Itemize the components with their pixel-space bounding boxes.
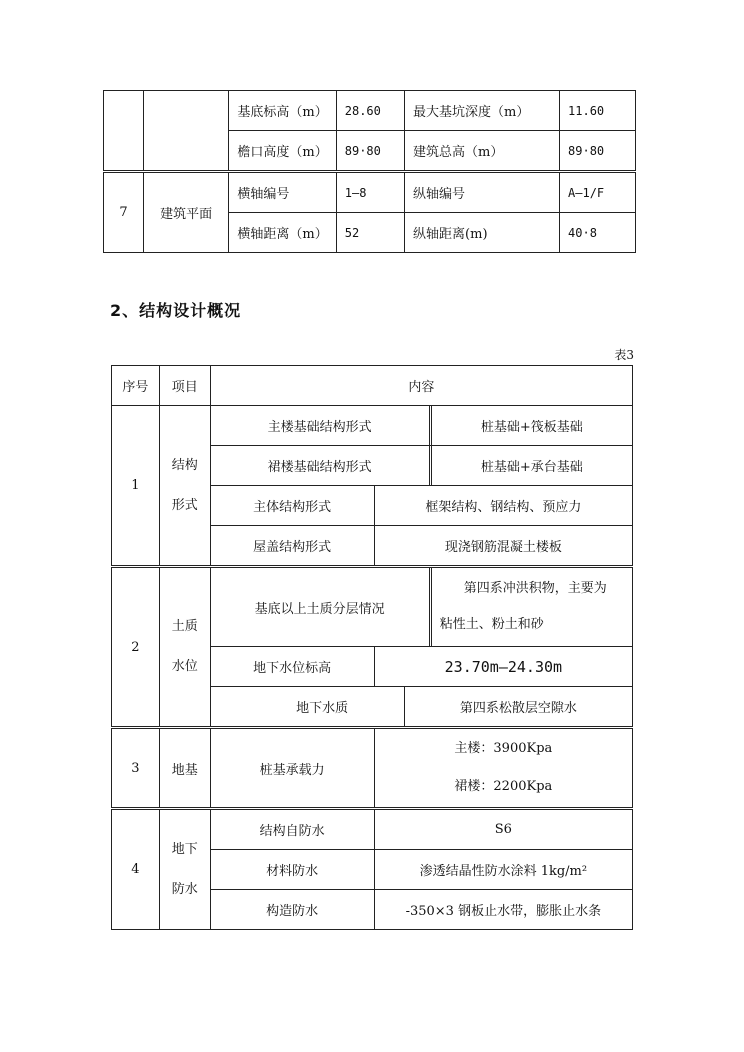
- field-value: S6: [374, 810, 632, 849]
- field-value: [374, 729, 632, 807]
- field-label: 裙楼基础结构形式: [267, 460, 372, 475]
- field-label: 地下水位标高: [253, 661, 332, 676]
- field-value-line: 主楼：3900Kpa: [454, 741, 553, 756]
- table-row: [104, 91, 636, 131]
- row-inner: [211, 568, 632, 646]
- field-value: 桩基础+承台基础: [430, 446, 632, 485]
- table-cell: 纵轴距离(m): [405, 213, 560, 253]
- row-item: [159, 809, 210, 930]
- header-item: 项目: [159, 366, 210, 406]
- table-cell: 52: [336, 213, 404, 253]
- table-cell: 建筑总高（m）: [405, 131, 560, 172]
- field-value: [430, 568, 632, 646]
- row-inner: [211, 890, 632, 929]
- row-inner: [211, 647, 632, 686]
- row-item-line: 结构: [171, 457, 198, 473]
- field-label: 桩基承载力: [259, 762, 325, 778]
- table-cell: 最大基坑深度（m）: [405, 91, 560, 131]
- table-cell: [210, 567, 632, 647]
- building-info-table: [103, 90, 636, 253]
- row-inner: [211, 850, 632, 889]
- table-cell: 28.60: [336, 91, 404, 131]
- row-number: 4: [112, 809, 160, 930]
- field-label: 构造防水: [266, 904, 319, 919]
- row-inner: [211, 406, 632, 445]
- row-inner: [211, 486, 632, 525]
- table-cell: [210, 446, 632, 486]
- row-item-line: 土质: [171, 619, 198, 634]
- row-number: 2: [112, 567, 160, 728]
- row-item-line: 水位: [171, 659, 198, 674]
- row-inner: [211, 526, 632, 565]
- field-value: 框架结构、钢结构、预应力: [374, 486, 632, 525]
- table-header-row: [112, 366, 633, 406]
- table-cell: 40·8: [560, 213, 636, 253]
- table-cell: 檐口高度（m）: [229, 131, 336, 172]
- table-cell: [210, 406, 632, 446]
- field-label: 屋盖结构形式: [253, 540, 332, 555]
- row-inner: [211, 446, 632, 485]
- table-cell: [210, 526, 632, 567]
- field-label: 主体结构形式: [253, 500, 332, 515]
- table-cell: [143, 91, 228, 172]
- field-value: 23.70m—24.30m: [374, 647, 632, 686]
- table-cell: 横轴编号: [229, 172, 336, 213]
- field-value: 现浇钢筋混凝土楼板: [374, 526, 632, 565]
- table-cell: 89·80: [560, 131, 636, 172]
- row-number: 3: [112, 728, 160, 809]
- table-row: [112, 809, 633, 850]
- table-cell: [210, 850, 632, 890]
- row-item-line: 防水: [171, 881, 198, 897]
- row-inner: [211, 729, 632, 807]
- header-no: 序号: [112, 366, 160, 406]
- field-label: 材料防水: [266, 864, 319, 879]
- field-value: 渗透结晶性防水涂料 1kg/m²: [374, 850, 632, 889]
- table-cell: 1—8: [336, 172, 404, 213]
- row-item: [159, 406, 210, 567]
- table-cell: 横轴距离（m）: [229, 213, 336, 253]
- table-cell: [210, 647, 632, 687]
- field-label: 基底以上土质分层情况: [254, 601, 385, 617]
- row-item-line: 形式: [171, 497, 198, 513]
- table-cell: 11.60: [560, 91, 636, 131]
- table-row: [112, 728, 633, 809]
- table-cell: 89·80: [336, 131, 404, 172]
- field-label: 主楼基础结构形式: [267, 420, 372, 435]
- field-value-line: 第四系冲洪积物，主要为: [463, 581, 607, 596]
- header-content: 内容: [210, 366, 632, 406]
- table-cell: [210, 728, 632, 809]
- table-cell: [210, 809, 632, 850]
- structure-design-table: [111, 365, 633, 930]
- field-label: 结构自防水: [259, 824, 325, 839]
- row-item: 建筑平面: [143, 172, 228, 253]
- field-label: 地下水质: [296, 701, 349, 716]
- table-cell: [210, 486, 632, 526]
- table-caption: 表3: [614, 348, 634, 362]
- table-cell: A—1/F: [560, 172, 636, 213]
- table-cell: [210, 687, 632, 728]
- field-value: 桩基础+筏板基础: [430, 406, 632, 445]
- row-number: 7: [104, 172, 144, 253]
- row-number: 1: [112, 406, 160, 567]
- row-item: [159, 567, 210, 728]
- row-item: 地基: [159, 728, 210, 809]
- row-item-line: 地下: [171, 841, 198, 857]
- table-cell: 纵轴编号: [405, 172, 560, 213]
- field-value-line: 裙楼：2200Kpa: [454, 779, 553, 794]
- table-row: [112, 406, 633, 446]
- section-title: 2、结构设计概况: [110, 301, 242, 320]
- field-value: 第四系松散层空隙水: [404, 687, 632, 726]
- table-cell: 基底标高（m）: [229, 91, 336, 131]
- table-cell: [210, 890, 632, 930]
- row-inner: [211, 687, 632, 726]
- row-inner: [211, 810, 632, 849]
- table-row: [112, 567, 633, 647]
- table-row: [104, 172, 636, 213]
- field-value: -350×3 钢板止水带，膨胀止水条: [374, 890, 632, 929]
- field-value-line: 粘性土、粉土和砂: [439, 617, 544, 632]
- table-cell: [104, 91, 144, 172]
